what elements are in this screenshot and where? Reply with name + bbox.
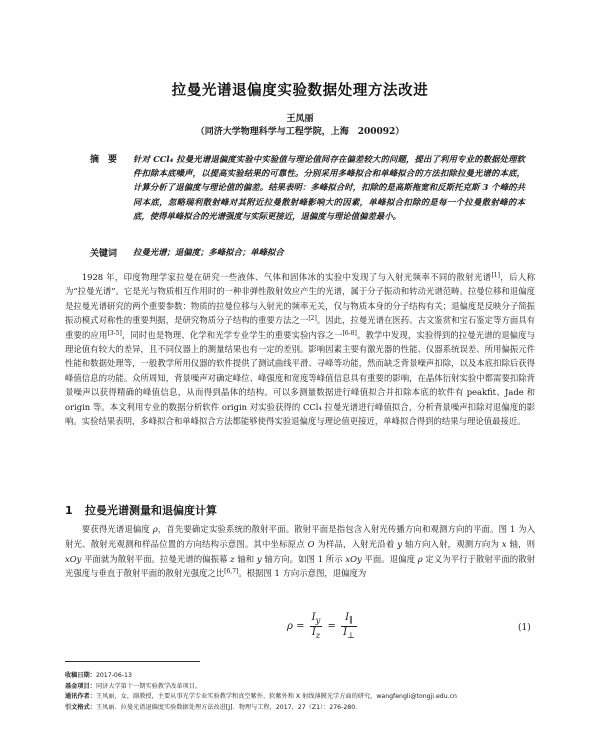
eq-num1-sub: y [315,615,321,625]
author-name: 王凤丽 [286,114,314,124]
equation-1 [287,612,359,641]
intro-text-1: 1928 年，印度物理学家拉曼在研究一些液体、气体和固体冰的实验中发现了与入射光频率不同的散射光谱 [81,272,492,282]
sec-text-10: 定义为平行于散射平面的散射光强度与垂直于散射平面的散射光强度之比 [65,553,536,579]
citation-label: 引文格式： [65,703,96,711]
eq-den2-sub: ⊥ [347,630,355,640]
equation-number: (1) [518,623,531,633]
sec-text-3: 为样品，入射光沿着 [314,538,398,549]
footnote-divider [65,661,200,662]
citation-4: [6-8] [342,329,357,337]
eq-den2-symbol: I [343,627,348,638]
sec-text-5: 轴，则 [506,538,536,549]
eq-lhs: ρ [287,621,293,632]
citation-2: [2] [308,315,317,323]
abstract-text: 针对 CCl₄ 拉曼光谱退偏度实验中实验值与理论值间存在偏差较大的问题，提出了利用专业的数据处理软件扣除本底噪声，以提高实验结果的可靠性。分别采用多峰拟合和单峰拟合的方法扣除拉曼光谱的本底，计算分析了退偏度与理论值的偏差。结果表明：多峰拟合时，扣除的是高斯拖宽和反斯托克斯 3 个峰的共同本底，忽略瑞利散射峰对其附近拉曼散射峰影响大的因素，单峰拟合扣除的是每一个拉曼散射峰的本底，使得单峰拟合的光谱强度与实际更接近，退偏度与理论值偏差最小。 [133,154,525,221]
eq-fraction-2 [341,612,357,641]
eq-denominator-1 [310,627,323,641]
citation-3: [3-5] [107,329,122,337]
footnote-citation [65,703,545,714]
eq-num2-symbol: I [345,612,350,623]
symbol-z: z [230,553,235,564]
footnote-author [65,692,545,703]
sec-text-8: 轴方向。如图 1 所示 [261,553,346,564]
author-info-text: 王凤丽，女，副教授，主要从事光学专业实验教学和真空紫外、软紫外和 X 射线薄膜光学方面的研究，wangfengli@tongji.edu.cn [95,693,457,701]
intro-text-4: ，同时也是物理、化学和光学专业学生的重要实验内容之一 [121,329,343,340]
author-info-label: 通讯作者： [65,693,96,701]
eq-numerator-1 [310,612,323,627]
eq-equals-2: = [327,621,336,632]
footnote-fund [65,682,545,693]
section-paragraph [65,522,535,581]
symbol-xoy2: xOy [345,553,362,564]
sec-text-11: 。根据图 1 方向示意图，退偏度为 [238,568,367,579]
keywords-text: 拉曼光谱；退偏度；多峰拟合；单峰拟合 [133,247,284,257]
author-affiliation: （同济大学物理科学与工程学院，上海 200092） [195,127,405,137]
intro-text-2: ，后人称为“拉曼光谱”。它是光与物质相互作用时的一种非弹性散射效应产生的光谱，属于分子振动和转动光谱范畴。拉曼位移和退偏度是拉曼光谱研究的两个重要参数：物质的拉曼位移与入射光的频率无关，仅与物质本身的分子结构有关；退偏度是反映分子简振振动模式对称性的重要判据，是研究物质分子结构的重要方法之一 [65,272,535,326]
symbol-y: y [397,538,403,549]
sec-text-1: 要获得光谱退偏度 [81,524,153,534]
footnote-received [65,671,545,682]
abstract-label: 摘 要 [90,155,118,165]
symbol-y2: y [256,553,262,564]
symbol-xoy: xOy [65,553,82,564]
eq-num1-symbol: I [311,612,316,623]
sec-text-4: 轴方向入射，观测方向为 [402,538,502,549]
eq-numerator-2 [341,612,357,627]
section-title: 拉曼光谱测量和退偏度计算 [85,504,217,517]
eq-num2-sub: ∥ [349,615,353,625]
sec-text-2: ，首先要确定实验系统的散射平面。散射平面是指包含入射光传播方向和观测方向的平面。图 1 为入射光、散射光观测和样品位置的方向结构示意图。其中坐标原点 [65,524,535,549]
eq-den1-sub: z [315,630,321,640]
citation-1: [1] [491,272,500,279]
symbol-o: O [307,538,315,549]
symbol-rho: ρ [152,524,158,534]
eq-denominator-2 [341,627,357,641]
sec-text-7: 轴和 [234,553,257,564]
intro-text-5: 。教学中发现，实验得到的拉曼光谱的退偏度与理论值有较大的差异，且不同仪器上的测量结果也有一定的差别。影响因素主要有激光器的性能、仪器系统误差、所用偏振元件性能和数据处理等，一般教学所用仪器的软件提供了测试曲线平滑、寻峰等功能，然而缺乏背景噪声扣除，以及本底扣除后获得峰值信息的功能。众所周知，背景噪声对确定峰位、峰强度和宽度等峰值信息具有重要的影响，在晶体衍射实验中都需要扣除背景噪声以获得精确的峰值信息，从而得到晶体的结构。可以多测量数据进行峰值拟合并扣除本底的软件有 peakfit、Jade 和 origin 等。本文利用专业的数据分析软件 origin 对实验获得的 CCl₄ 拉曼光谱进行峰值拟合，分析背景噪声扣除对退偏度的影响。实验结果表明，多峰拟合和单峰拟合方法都能够使得实验退偏度与理论值更接近，单峰拟合得到的结果与理论值最接近。 [65,329,536,427]
eq-equals-1: = [296,621,305,632]
fund-text: 同济大学第十一期实验教学改革项目。 [95,682,202,690]
section-heading [65,502,217,518]
citation-5: [6,7] [224,568,239,576]
footnotes [65,671,545,713]
intro-text-3: 。因此，拉曼光谱在医药、古文鉴赏和宝石鉴定等方面具有重要的应用 [65,315,536,340]
section-number: 1 [65,504,73,517]
sec-text-9: 平面。退偏度 [361,553,418,564]
symbol-x: x [501,538,507,549]
symbol-rho2: ρ [417,553,423,564]
eq-fraction-1 [310,612,323,641]
fund-label: 基金项目： [65,682,96,690]
citation-text: 王凤丽．拉曼光谱退偏度实验数据处理方法改进[J]．物理与工程，2017，27（Z1）：276-280. [95,703,358,711]
received-label: 收稿日期： [65,672,96,679]
sec-text-6: 平面就为散射平面。拉曼光谱的偏振幕 [81,553,231,564]
eq-den1-symbol: I [311,627,316,638]
keywords-label: 关键词 [90,249,118,259]
paper-title: 拉曼光谱退偏度实验数据处理方法改进 [171,83,429,99]
intro-paragraph [65,270,535,428]
received-date: 2017-06-13 [95,672,132,679]
